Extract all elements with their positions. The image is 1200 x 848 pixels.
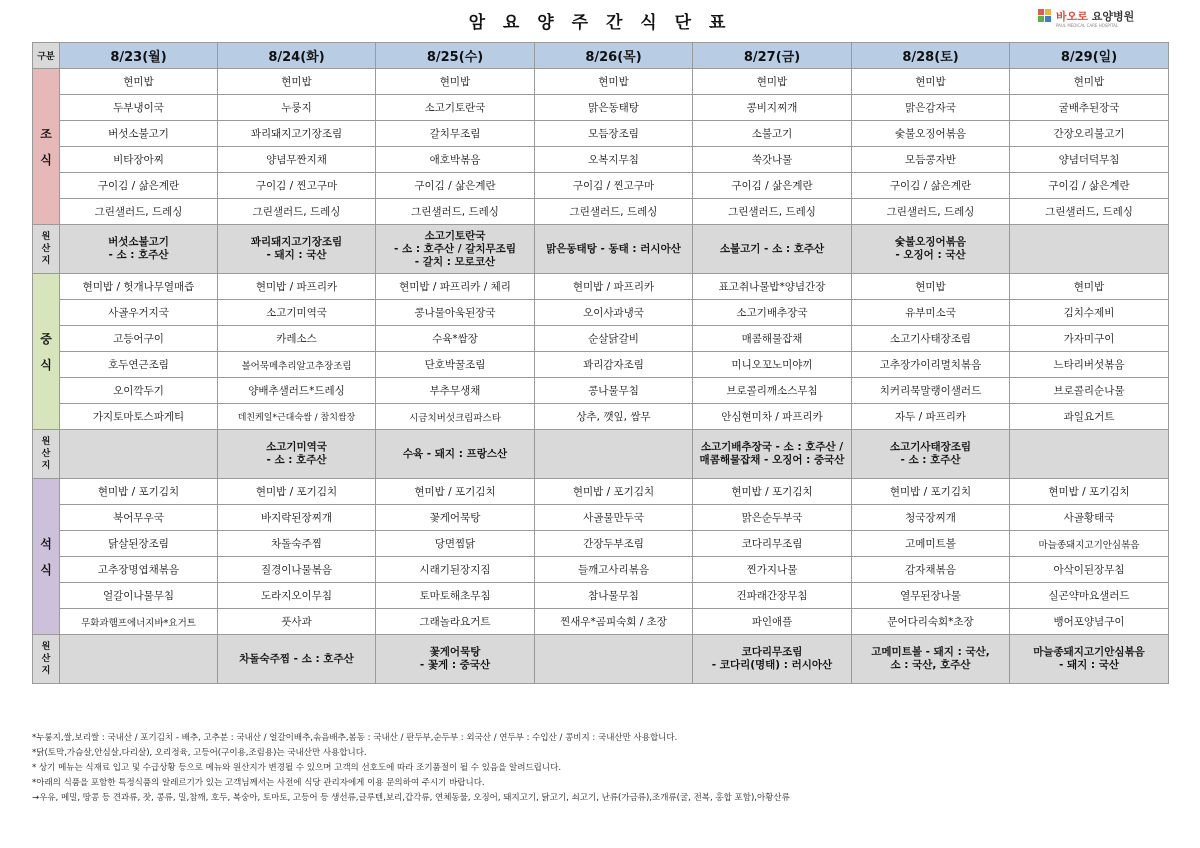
origin-cell xyxy=(693,430,852,479)
menu-item: 그린샐러드, 드레싱 xyxy=(60,199,218,225)
menu-item: 꽈리돼지고기장조림 xyxy=(218,121,376,147)
menu-item: 구이김 / 삶은계란 xyxy=(852,173,1010,199)
logo-subtitle: PAUL MEDICAL CARE HOSPITAL xyxy=(1056,23,1119,28)
lunch-row xyxy=(33,326,1169,352)
origin-line: 버섯소불고기 xyxy=(108,236,169,248)
breakfast-row xyxy=(33,173,1169,199)
origin-line: - 소 : 호주산 xyxy=(266,454,327,466)
menu-item: 치커리묵말랭이샐러드 xyxy=(852,378,1010,404)
page-title: 암 요 양 주 간 식 단 표 xyxy=(468,13,732,33)
menu-item: 간장오리불고기 xyxy=(1010,121,1169,147)
menu-item: 미니오꼬노미야끼 xyxy=(693,352,852,378)
origin-line: 소 : 국산, 호주산 xyxy=(890,659,971,671)
menu-item: 찐새우*곰피숙회 / 초장 xyxy=(535,609,693,635)
menu-item: 열무된장나물 xyxy=(852,583,1010,609)
origin-label-char: 원 xyxy=(41,642,51,652)
menu-item: 꽈리감자조림 xyxy=(535,352,693,378)
menu-item: 현미밥 / 포기김치 xyxy=(1010,479,1169,505)
menu-item: 현미밥 xyxy=(535,69,693,95)
menu-item: 그래놀라요거트 xyxy=(376,609,535,635)
dinner-row xyxy=(33,531,1169,557)
menu-item: 구이김 / 삶은계란 xyxy=(376,173,535,199)
menu-item: 구이김 / 찐고구마 xyxy=(535,173,693,199)
menu-item: 매콤해물잡채 xyxy=(693,326,852,352)
menu-item: 구이김 / 찐고구마 xyxy=(218,173,376,199)
lunch-row xyxy=(33,404,1169,430)
menu-item: 콩나물무침 xyxy=(535,378,693,404)
menu-item: 현미밥 / 포기김치 xyxy=(852,479,1010,505)
origin-line: - 오징어 : 국산 xyxy=(895,249,966,261)
menu-item: 사골황태국 xyxy=(1010,505,1169,531)
origin-label-char: 산 xyxy=(41,654,51,664)
menu-item: 현미밥 / 포기김치 xyxy=(376,479,535,505)
menu-item: 데친케일*근대숙쌈 / 참치쌈장 xyxy=(218,404,376,430)
breakfast-label-char: 조 xyxy=(40,126,52,141)
breakfast-label xyxy=(33,69,60,225)
menu-item: 두부냉이국 xyxy=(60,95,218,121)
dinner-row xyxy=(33,557,1169,583)
menu-item: 풋사과 xyxy=(218,609,376,635)
menu-item: 사골물만두국 xyxy=(535,505,693,531)
footnote-line: *누룽지,쌀,보리쌀 : 국내산 / 포기김치 - 배추, 고추분 : 국내산 / 얼갈이배추,솎음배추,봄동 : 국내산 / 판두부,순두부 : 외국산 / 연두부 : 수입산 / 콩비지 : 국내산만 사용합니다. xyxy=(32,733,678,743)
lunch-row xyxy=(33,274,1169,300)
origin-line: - 돼지 : 국산 xyxy=(1058,659,1120,671)
breakfast-row xyxy=(33,69,1169,95)
menu-item: 당면찜닭 xyxy=(376,531,535,557)
origin-cell xyxy=(535,430,693,479)
menu-item: 현미밥 xyxy=(852,69,1010,95)
origin-line: 꽃게어묵탕 xyxy=(429,646,481,658)
origin-cell xyxy=(693,635,852,684)
origin-cell xyxy=(376,430,535,479)
dinner-origin-row xyxy=(33,635,1169,684)
menu-item: 볼어묵메추리알고추장조림 xyxy=(218,352,376,378)
origin-label-char: 원 xyxy=(41,437,51,447)
footnote-line: →우유, 메밀, 땅콩 등 견과류, 잣, 콩류, 밀,참깨, 호두, 복숭아, 토마토, 고등어 등 생선류,글루텐,보리,갑각류, 연체동물, 오징어, 돼지고기, 닭고기, 쇠고기, 난류(가금류),조개류(굴, 전복, 홍합 포함),아황산류 xyxy=(32,793,790,803)
logo-icon xyxy=(1038,9,1052,23)
origin-line: - 소 : 호주산 / 갈치무조림 xyxy=(394,242,516,255)
menu-item: 브로콜리순나물 xyxy=(1010,378,1169,404)
origin-line: 맑은동태탕 - 동태 : 러시아산 xyxy=(546,242,681,255)
menu-item: 닭살된장조림 xyxy=(60,531,218,557)
menu-item: 도라지오이무침 xyxy=(218,583,376,609)
origin-label-char: 산 xyxy=(41,449,51,459)
menu-item: 맑은순두부국 xyxy=(693,505,852,531)
origin-cell xyxy=(535,635,693,684)
menu-item: 그린샐러드, 드레싱 xyxy=(218,199,376,225)
menu-item: 소불고기 xyxy=(693,121,852,147)
menu-item: 브로콜리깨소스무침 xyxy=(693,378,852,404)
origin-label-char: 지 xyxy=(41,666,51,676)
menu-item: 현미밥 / 포기김치 xyxy=(218,479,376,505)
origin-line: - 돼지 : 국산 xyxy=(266,249,327,261)
lunch-row xyxy=(33,378,1169,404)
menu-item: 실곤약마요샐러드 xyxy=(1010,583,1169,609)
menu-item: 상추, 깻잎, 쌈무 xyxy=(535,404,693,430)
origin-line: 코다리무조림 xyxy=(741,646,803,658)
menu-item: 고등어구이 xyxy=(60,326,218,352)
menu-item: 마늘종돼지고기안심볶음 xyxy=(1010,531,1169,557)
menu-item: 버섯소불고기 xyxy=(60,121,218,147)
menu-item: 간장두부조림 xyxy=(535,531,693,557)
origin-cell xyxy=(218,225,376,274)
menu-item: 소고기토란국 xyxy=(376,95,535,121)
origin-line: - 소 : 호주산 xyxy=(900,454,961,466)
origin-line: 소고기미역국 xyxy=(266,441,327,453)
lunch-label-char: 중 xyxy=(40,331,52,346)
origin-cell xyxy=(535,225,693,274)
dinner-row xyxy=(33,609,1169,635)
footnote-line: * 상기 메뉴는 식재료 입고 및 수급상황 등으로 메뉴와 원산지가 변경될 수 있으며 고객의 선호도에 따라 조기품절이 될 수 있음을 알려드립니다. xyxy=(32,763,562,773)
dinner-row xyxy=(33,479,1169,505)
origin-line: 꽈리돼지고기장조림 xyxy=(250,236,343,248)
breakfast-row xyxy=(33,147,1169,173)
menu-item: 안심현미차 / 파프리카 xyxy=(693,404,852,430)
menu-item: 고추장가이리멸치볶음 xyxy=(852,352,1010,378)
menu-item: 현미밥 / 포기김치 xyxy=(693,479,852,505)
origin-cell xyxy=(852,225,1010,274)
menu-item: 현미밥 / 파프리카 xyxy=(535,274,693,300)
menu-item: 건파래간장무침 xyxy=(693,583,852,609)
menu-item: 굴배추된장국 xyxy=(1010,95,1169,121)
origin-cell xyxy=(218,635,376,684)
menu-item: 감자채볶음 xyxy=(852,557,1010,583)
origin-cell xyxy=(218,430,376,479)
lunch-origin-row xyxy=(33,430,1169,479)
menu-item: 코다리무조림 xyxy=(693,531,852,557)
menu-item: 현미밥 xyxy=(218,69,376,95)
menu-item: 바지락된장찌개 xyxy=(218,505,376,531)
menu-item: 소고기사태장조림 xyxy=(852,326,1010,352)
origin-cell xyxy=(852,635,1010,684)
logo-brand: 바오로 xyxy=(1056,9,1088,23)
menu-item: 비타장아찌 xyxy=(60,147,218,173)
menu-item: 현미밥 xyxy=(693,69,852,95)
menu-item: 누룽지 xyxy=(218,95,376,121)
lunch-origin-label xyxy=(33,430,60,479)
menu-item: 사골우거지국 xyxy=(60,300,218,326)
menu-item: 콩비지찌개 xyxy=(693,95,852,121)
menu-item: 그린샐러드, 드레싱 xyxy=(1010,199,1169,225)
dinner-origin-label xyxy=(33,635,60,684)
menu-item: 콩나물아욱된장국 xyxy=(376,300,535,326)
menu-item: 현미밥 xyxy=(1010,274,1169,300)
menu-item: 그린샐러드, 드레싱 xyxy=(852,199,1010,225)
menu-item: 현미밥 xyxy=(60,69,218,95)
menu-item: 부추무생채 xyxy=(376,378,535,404)
origin-cell xyxy=(376,635,535,684)
menu-item: 유부미소국 xyxy=(852,300,1010,326)
menu-item: 차돌숙주찜 xyxy=(218,531,376,557)
menu-item: 수육*쌈장 xyxy=(376,326,535,352)
menu-item: 찐가지나물 xyxy=(693,557,852,583)
hospital-logo xyxy=(1038,9,1135,28)
origin-cell xyxy=(1010,225,1169,274)
origin-cell xyxy=(852,430,1010,479)
menu-item: 자두 / 파프리카 xyxy=(852,404,1010,430)
origin-label-char: 지 xyxy=(41,256,51,266)
day-header-mon: 8/23(월) xyxy=(60,43,218,69)
origin-line: - 갈치 : 모로코산 xyxy=(414,255,496,268)
origin-cell xyxy=(1010,635,1169,684)
menu-item: 맑은감자국 xyxy=(852,95,1010,121)
origin-line: 수육 - 돼지 : 프랑스산 xyxy=(402,447,508,460)
menu-item: 구이김 / 삶은계란 xyxy=(1010,173,1169,199)
menu-item: 현미밥 / 포기김치 xyxy=(535,479,693,505)
origin-line: 소불고기 - 소 : 호주산 xyxy=(719,242,825,255)
menu-item: 들깨고사리볶음 xyxy=(535,557,693,583)
origin-line: - 소 : 호주산 xyxy=(108,249,169,261)
origin-cell xyxy=(60,430,218,479)
origin-cell xyxy=(693,225,852,274)
breakfast-row xyxy=(33,199,1169,225)
menu-item: 뱅어포양념구이 xyxy=(1010,609,1169,635)
origin-cell xyxy=(376,225,535,274)
menu-item: 참나물무침 xyxy=(535,583,693,609)
menu-item: 얼갈이나물무침 xyxy=(60,583,218,609)
day-header-wed: 8/25(수) xyxy=(376,43,535,69)
origin-line: 고메미트볼 - 돼지 : 국산, xyxy=(871,646,990,658)
menu-item: 순살닭갈비 xyxy=(535,326,693,352)
menu-item: 숯불오징어볶음 xyxy=(852,121,1010,147)
footnote-line: *아래의 식품을 포함한 특정식품의 알레르기가 있는 고객님께서는 사전에 식당 관리자에게 이용 문의하여 주시기 바랍니다. xyxy=(32,778,485,788)
logo-suffix: 요양병원 xyxy=(1087,9,1135,23)
day-header-fri: 8/27(금) xyxy=(693,43,852,69)
menu-item: 모듬장조림 xyxy=(535,121,693,147)
breakfast-origin-label xyxy=(33,225,60,274)
menu-item: 단호박꿀조림 xyxy=(376,352,535,378)
origin-line: - 꽃게 : 중국산 xyxy=(419,659,491,671)
menu-item: 청국장찌개 xyxy=(852,505,1010,531)
menu-item: 표고취나물밥*양념간장 xyxy=(693,274,852,300)
menu-item: 시금치버섯크림파스타 xyxy=(376,404,535,430)
menu-item: 갈치무조림 xyxy=(376,121,535,147)
menu-item: 현미밥 xyxy=(852,274,1010,300)
menu-item: 과일요거트 xyxy=(1010,404,1169,430)
menu-item: 가지토마토스파게티 xyxy=(60,404,218,430)
menu-item: 구이김 / 삶은계란 xyxy=(693,173,852,199)
menu-item: 현미밥 / 포기김치 xyxy=(60,479,218,505)
origin-label-char: 지 xyxy=(41,461,51,471)
menu-item: 오복지무침 xyxy=(535,147,693,173)
menu-item: 애호박볶음 xyxy=(376,147,535,173)
weekly-menu-table xyxy=(32,42,1169,684)
dinner-row xyxy=(33,505,1169,531)
menu-item: 고메미트볼 xyxy=(852,531,1010,557)
origin-label-char: 산 xyxy=(41,244,51,254)
header-row xyxy=(33,43,1169,69)
menu-item: 현미밥 xyxy=(376,69,535,95)
lunch-label xyxy=(33,274,60,430)
lunch-row xyxy=(33,352,1169,378)
origin-cell xyxy=(60,635,218,684)
breakfast-label-char: 식 xyxy=(40,152,52,167)
breakfast-origin-row xyxy=(33,225,1169,274)
menu-item: 아삭이된장무침 xyxy=(1010,557,1169,583)
dinner-label-char: 식 xyxy=(40,562,52,577)
menu-item: 양배추샐러드*드레싱 xyxy=(218,378,376,404)
dinner-row xyxy=(33,583,1169,609)
menu-item: 오이사과냉국 xyxy=(535,300,693,326)
menu-item: 현미밥 / 파프리카 / 체리 xyxy=(376,274,535,300)
menu-item: 모듬콩자반 xyxy=(852,147,1010,173)
menu-item: 김치수제비 xyxy=(1010,300,1169,326)
menu-item: 느타리버섯볶음 xyxy=(1010,352,1169,378)
menu-item: 현미밥 / 헛개나무열매즙 xyxy=(60,274,218,300)
breakfast-row xyxy=(33,95,1169,121)
menu-item: 양념무짠지채 xyxy=(218,147,376,173)
day-header-sun: 8/29(일) xyxy=(1010,43,1169,69)
origin-line: 소고기배추장국 - 소 : 호주산 / xyxy=(700,441,844,453)
menu-item: 카레소스 xyxy=(218,326,376,352)
menu-item: 현미밥 / 파프리카 xyxy=(218,274,376,300)
menu-item: 고추장명엽채볶음 xyxy=(60,557,218,583)
menu-item: 북어무우국 xyxy=(60,505,218,531)
footnote-line: *닭(토막,가슴살,안심살,다리살), 오리정육, 고등어(구이용,조림용)는 국내산만 사용합니다. xyxy=(32,748,367,758)
dinner-label-char: 석 xyxy=(40,536,52,551)
menu-item: 양념더덕무침 xyxy=(1010,147,1169,173)
menu-item: 그린샐러드, 드레싱 xyxy=(376,199,535,225)
menu-item: 파인애플 xyxy=(693,609,852,635)
menu-item: 현미밥 xyxy=(1010,69,1169,95)
origin-cell xyxy=(60,225,218,274)
menu-item: 맑은동태탕 xyxy=(535,95,693,121)
menu-item: 가자미구이 xyxy=(1010,326,1169,352)
menu-item: 문어다리숙회*초장 xyxy=(852,609,1010,635)
menu-item: 토마토해초무침 xyxy=(376,583,535,609)
menu-item: 구이김 / 삶은계란 xyxy=(60,173,218,199)
origin-line: - 코다리(명태) : 러시아산 xyxy=(711,659,833,671)
menu-item: 쑥갓나물 xyxy=(693,147,852,173)
menu-item: 오이깍두기 xyxy=(60,378,218,404)
footnotes xyxy=(32,731,1172,806)
menu-item: 질경이나물볶음 xyxy=(218,557,376,583)
corner-label: 구분 xyxy=(33,43,60,69)
menu-item: 시래기된장지짐 xyxy=(376,557,535,583)
menu-item: 꽃게어묵탕 xyxy=(376,505,535,531)
origin-line: 매콤해물잡채 - 오징어 : 중국산 xyxy=(699,454,845,466)
origin-line: 차돌숙주찜 - 소 : 호주산 xyxy=(239,652,354,665)
day-header-sat: 8/28(토) xyxy=(852,43,1010,69)
logo-text xyxy=(1056,11,1134,22)
origin-cell xyxy=(1010,430,1169,479)
origin-line: 마늘종돼지고기안심볶음 xyxy=(1033,646,1145,658)
lunch-row xyxy=(33,300,1169,326)
origin-line: 숯불오징어볶음 xyxy=(894,236,966,248)
menu-item: 소고기미역국 xyxy=(218,300,376,326)
day-header-thu: 8/26(목) xyxy=(535,43,693,69)
day-header-tue: 8/24(화) xyxy=(218,43,376,69)
menu-item: 소고기배추장국 xyxy=(693,300,852,326)
origin-line: 소고기토란국 xyxy=(424,229,486,242)
menu-item: 그린샐러드, 드레싱 xyxy=(693,199,852,225)
origin-line: 소고기사태장조림 xyxy=(889,441,972,453)
lunch-label-char: 식 xyxy=(40,357,52,372)
breakfast-row xyxy=(33,121,1169,147)
menu-item: 그린샐러드, 드레싱 xyxy=(535,199,693,225)
menu-item: 무화과햄프에너지바*요거트 xyxy=(60,609,218,635)
menu-item: 호두연근조림 xyxy=(60,352,218,378)
dinner-label xyxy=(33,479,60,635)
origin-label-char: 원 xyxy=(41,232,51,242)
